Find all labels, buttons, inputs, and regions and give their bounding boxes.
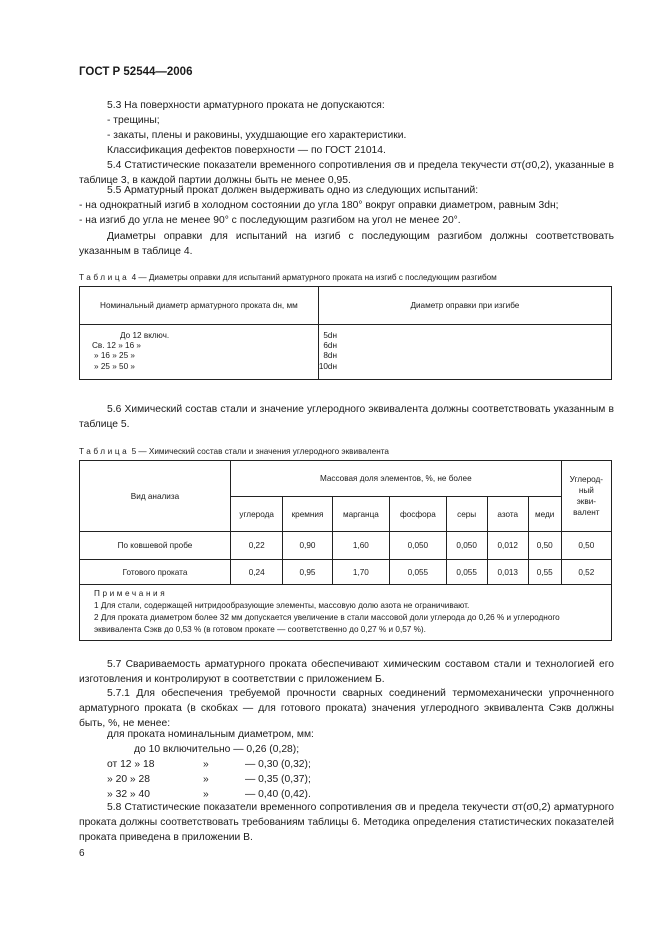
table-5-caption-text: 5 — Химический состав стали и значения углеродного эквивалента (131, 447, 389, 456)
section-5-7: 5.7 Свариваемость арматурного проката обеспечивают химическим составом стали и технологией его изготовления и контролируют в соответствии с приложением Б. (79, 659, 614, 686)
ceq-list-row-4-ditto: » (203, 789, 209, 800)
section-5-4: 5.4 Статистические показатели временного сопротивления σв и предела текучести σт(σ0,2), указанные в таблице 3, в каждой партии должны быть не менее 0,95. (79, 160, 614, 187)
table-row (80, 532, 612, 560)
table-4-caption (79, 273, 497, 282)
table-5-header-ceq: Углерод- ный экви- валент (561, 461, 611, 532)
table-5-header-element: кремния (283, 497, 332, 532)
table-5-header-mass: Массовая доля элементов, %, не более (230, 461, 561, 497)
table-5-value: 0,055 (446, 560, 487, 585)
ceq-list-row-2-range: от 12 » 18 (107, 759, 155, 770)
table-4-value: 8dн (323, 351, 337, 361)
table-5-value: 1,60 (332, 532, 390, 560)
table-4-range: » 25 » 50 » (94, 361, 135, 371)
table-4-values-cell (318, 325, 611, 380)
table-5 (79, 460, 612, 585)
ceq-list-row-2-ditto: » (203, 759, 209, 770)
page-number: 6 (79, 848, 85, 859)
table-5-header-element: углерода (230, 497, 282, 532)
table-5-value: 0,055 (390, 560, 446, 585)
section-5-3-classification: Классификация дефектов поверхности — по ГОСТ 21014. (107, 145, 386, 156)
table-row (80, 560, 612, 585)
section-5-6: 5.6 Химический состав стали и значение углеродного эквивалента должны соответствовать указанным в таблице 5. (79, 404, 614, 431)
table-5-header-kind: Вид анализа (80, 461, 231, 532)
section-5-5-diameters: Диаметры оправки для испытаний на изгиб с последующим разгибом должны соответствовать указанным в таблице 4. (79, 231, 614, 258)
table-5-ceq: 0,52 (561, 560, 611, 585)
table-4-caption-word: Таблица (79, 273, 130, 282)
table-4-range: » 16 » 25 » (94, 351, 135, 361)
table-5-header-element: фосфора (390, 497, 446, 532)
ceq-list-row-2-value: — 0,30 (0,32); (245, 759, 311, 770)
ceq-list-row-4-range: » 32 » 40 (107, 789, 150, 800)
table-4-range: До 12 включ. (120, 331, 170, 340)
table-5-value: 0,24 (230, 560, 282, 585)
note-2: 2 Для проката диаметром более 32 мм допускается увеличение в стали массовой доли углерода до 0,26 % и углеродного эквивалента Cэкв до 0,53 % (в готовом прокате — соответственно до 0,27 % и 0,57 %). (94, 613, 560, 634)
section-5-3-item-2: - закаты, плены и раковины, ухудшающие его характеристики. (107, 130, 407, 141)
ceq-list-row-3-ditto: » (203, 774, 209, 785)
table-5-kind: По ковшевой пробе (80, 532, 231, 560)
table-4-ranges-cell (80, 325, 319, 380)
table-5-value: 0,50 (528, 532, 561, 560)
table-5-kind: Готового проката (80, 560, 231, 585)
ceq-list-row-3-value: — 0,35 (0,37); (245, 774, 311, 785)
ceq-list-intro: для проката номинальным диаметром, мм: (107, 729, 314, 740)
ceq-list-row-1: до 10 включительно — 0,26 (0,28); (134, 744, 300, 755)
table-5-header-element: серы (446, 497, 487, 532)
table-5-value: 0,95 (283, 560, 332, 585)
notes-title: Примечания (94, 589, 168, 598)
section-5-5-item-2: - на изгиб до угла не менее 90° с последующим разгибом на угол не менее 20°. (79, 215, 461, 226)
section-5-3-title: 5.3 На поверхности арматурного проката не допускаются: (107, 100, 385, 111)
table-5-header-element: азота (487, 497, 528, 532)
section-5-8: 5.8 Статистические показатели временного сопротивления σв и предела текучести σт(σ0,2) арматурного проката должны соответствовать требованиям таблицы 6. Методика определения статистических показателей проката приведена в приложении В. (79, 802, 614, 844)
table-5-header-element: марганца (332, 497, 390, 532)
ceq-list-row-3-range: » 20 » 28 (107, 774, 150, 785)
table-5-notes (79, 584, 612, 641)
table-5-ceq: 0,50 (561, 532, 611, 560)
table-5-value: 0,050 (446, 532, 487, 560)
table-4-header-diameter: Номинальный диаметр арматурного проката dн, мм (80, 287, 319, 325)
table-5-value: 0,55 (528, 560, 561, 585)
table-4-caption-text: 4 — Диаметры оправки для испытаний арматурного проката на изгиб с последующим разгибом (131, 273, 497, 282)
table-4-value: 5dн (323, 331, 337, 340)
table-4-range: Св. 12 » 16 » (92, 341, 141, 351)
section-5-5-title: 5.5 Арматурный прокат должен выдерживать одно из следующих испытаний: (107, 185, 479, 196)
table-4-value: 6dн (323, 341, 337, 351)
table-5-header-element: меди (528, 497, 561, 532)
table-5-value: 0,22 (230, 532, 282, 560)
table-5-caption (79, 447, 389, 456)
section-5-3-item-1: - трещины; (107, 115, 160, 126)
table-4-value: 10dн (318, 361, 337, 371)
standard-header: ГОСТ Р 52544—2006 (79, 66, 193, 78)
table-5-caption-word: Таблица (79, 447, 130, 456)
table-5-value: 0,050 (390, 532, 446, 560)
table-5-value: 0,013 (487, 560, 528, 585)
table-4-header-mandrel: Диаметр оправки при изгибе (318, 287, 611, 325)
table-4 (79, 286, 612, 380)
table-5-value: 1,70 (332, 560, 390, 585)
ceq-list-row-4-value: — 0,40 (0,42). (245, 789, 311, 800)
table-5-value: 0,90 (283, 532, 332, 560)
note-1: 1 Для стали, содержащей нитридообразующие элементы, массовую долю азота не ограничивают. (94, 601, 470, 610)
table-5-value: 0,012 (487, 532, 528, 560)
section-5-5-item-1: - на однократный изгиб в холодном состоянии до угла 180° вокруг оправки диаметром, равным 3dн; (79, 200, 559, 211)
section-5-7-1: 5.7.1 Для обеспечения требуемой прочности сварных соединений термомеханически упрочненного арматурного проката (в скобках — для готового проката) значения углеродного эквивалента Cэкв должны быть, %, не менее: (79, 688, 614, 730)
